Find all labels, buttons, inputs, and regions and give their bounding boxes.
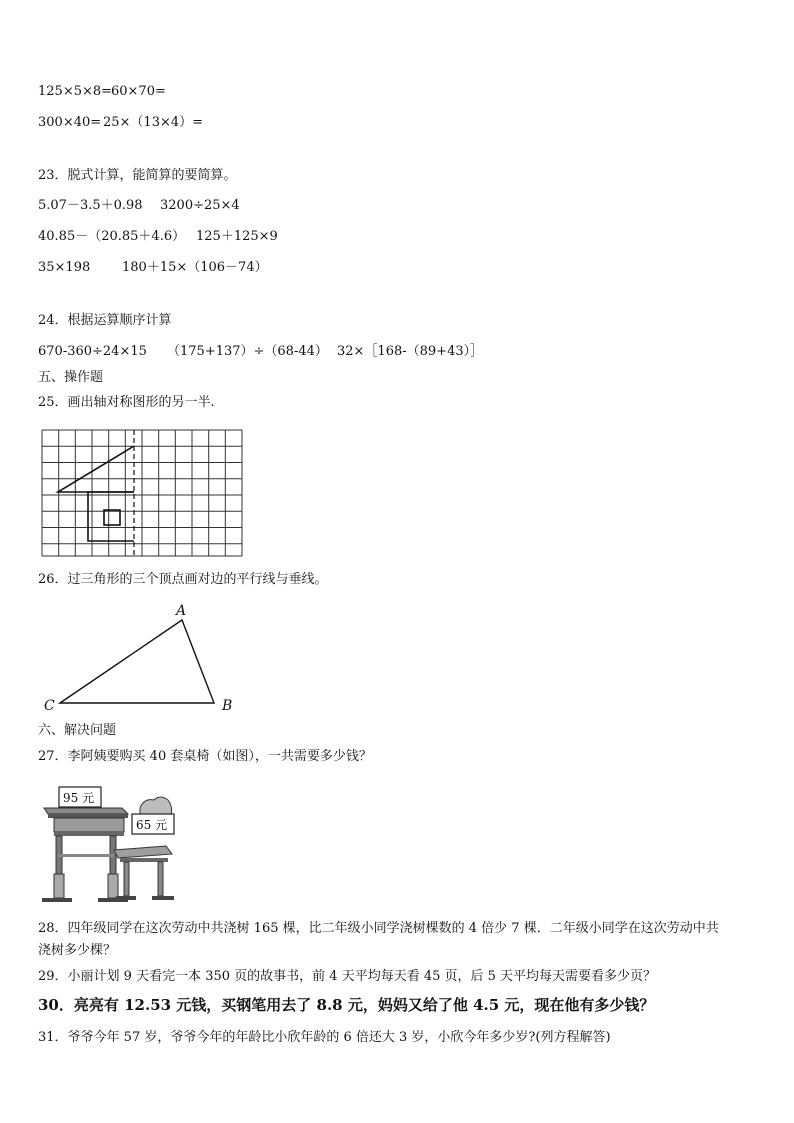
question-29: 29．小丽计划 9 天看完一本 350 页的故事书，前 4 天平均每天看 45 页，后 5 天平均每天需要看多少页？ — [38, 969, 657, 984]
triangle-figure — [38, 598, 248, 716]
vertex-label-b: B — [222, 698, 233, 714]
section-heading: 五、操作题 — [38, 370, 104, 385]
question-27-title: 27．李阿姨要购买 40 套桌椅（如图），一共需要多少钱？ — [38, 749, 372, 764]
calc-item: 670-360÷24×15 — [38, 344, 147, 359]
calc-item: 40.85－（20.85＋4.6） — [38, 229, 186, 244]
question-25-title: 25．画出轴对称图形的另一半. — [38, 395, 215, 410]
calc-item: 3200÷25×4 — [160, 198, 240, 213]
calc-item: 300×40= — [38, 115, 102, 130]
calc-item: 35×198 — [38, 260, 91, 275]
calc-item: 60×70= — [111, 84, 166, 99]
desk-chair-illustration — [36, 784, 196, 906]
chair-price-tag: 65 元 — [136, 818, 168, 832]
desk-price-tag: 95 元 — [63, 791, 95, 805]
symmetry-grid-figure — [40, 428, 244, 558]
calc-item: （175+137）÷（68-44） — [167, 344, 328, 359]
calc-item: 5.07－3.5＋0.98 — [38, 198, 143, 213]
question-23-title: 23．脱式计算，能简算的要简算。 — [38, 168, 237, 183]
vertex-label-c: C — [44, 698, 55, 714]
question-30: 30．亮亮有 12.53 元钱，买钢笔用去了 8.8 元，妈妈又给了他 4.5 元，现在他有多少钱？ — [38, 996, 655, 1014]
question-26-title: 26．过三角形的三个顶点画对边的平行线与垂线。 — [38, 572, 328, 587]
vertex-label-a: A — [176, 603, 187, 619]
question-28-line-1: 28．四年级同学在这次劳动中共浇树 165 棵，比二年级小同学浇树棵数的 4 倍少 7 棵．二年级小同学在这次劳动中共 — [38, 921, 719, 936]
calc-item: 25×（13×4）= — [103, 115, 204, 130]
section-heading: 六、解决问题 — [38, 723, 117, 738]
calc-item: 125×5×8= — [38, 84, 113, 99]
calc-item: 32×［168-（89+43）］ — [337, 344, 484, 359]
question-28-line-2: 浇树多少棵？ — [38, 943, 117, 958]
calc-item: 180＋15×（106－74） — [122, 260, 268, 275]
calc-item: 125＋125×9 — [196, 229, 278, 244]
question-31: 31．爷爷今年 57 岁，爷爷今年的年龄比小欣年龄的 6 倍还大 3 岁，小欣今年多少岁?(列方程解答) — [38, 1030, 611, 1045]
question-24-title: 24．根据运算顺序计算 — [38, 313, 172, 328]
